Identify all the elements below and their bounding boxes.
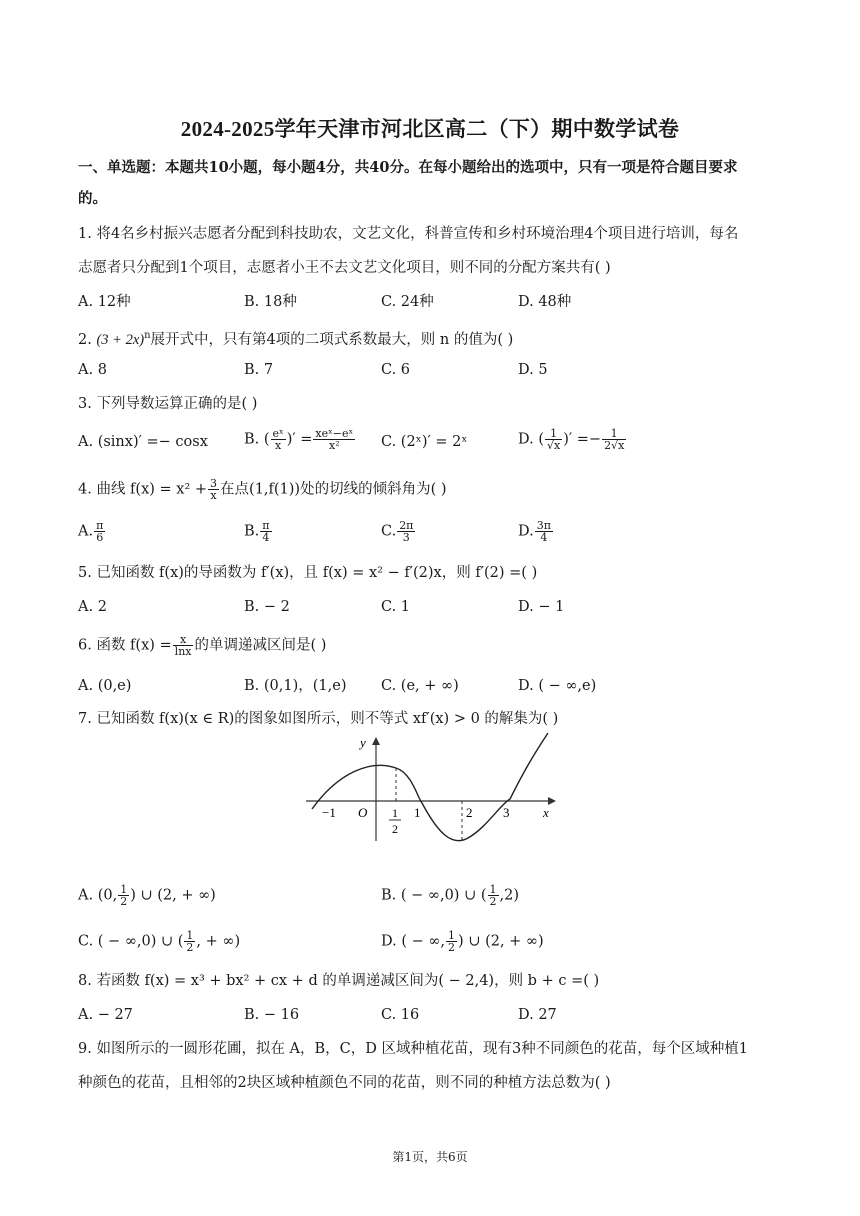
q4-frac-den: x	[210, 489, 217, 502]
q5-option-c: C. 1	[381, 599, 411, 615]
q4-a-label: A.	[78, 523, 94, 540]
q2-option-c: C. 6	[381, 362, 411, 378]
q6-stem-post: 的单调递减区间是( )	[194, 637, 327, 654]
q2-option-b: B. 7	[244, 362, 274, 378]
q1-option-d: D. 48种	[518, 294, 572, 310]
q5-option-d: D. − 1	[518, 599, 565, 615]
tick-half-num: 1	[392, 806, 398, 820]
tick-one: 1	[414, 805, 421, 820]
q4-c-num: 2π	[399, 519, 414, 532]
q7-a-post: ) ∪ (2, + ∞)	[130, 887, 216, 904]
q4-option-c	[381, 520, 416, 543]
x-label: x	[543, 805, 549, 820]
q3-d-pre: D. (	[518, 431, 544, 448]
q1-option-b: B. 18种	[244, 294, 297, 310]
q4-b-den: 4	[262, 531, 270, 544]
q4-a-num: π	[96, 519, 104, 532]
q2-number: 2.	[78, 331, 97, 348]
q8-option-c: C. 16	[381, 1007, 420, 1023]
q3-b-frac2	[313, 428, 355, 451]
q6-option-a: A. (0,e)	[78, 678, 132, 694]
q7-a-num: 1	[120, 883, 128, 896]
q6-option-b: B. (0,1)，(1,e)	[244, 678, 347, 694]
q4-option-b	[244, 520, 273, 543]
q8-option-b: B. − 16	[244, 1007, 300, 1023]
q3-d-num2: 1	[602, 428, 626, 440]
q6-option-c: C. (e, + ∞)	[381, 678, 459, 694]
q8-option-a: A. − 27	[78, 1007, 133, 1023]
q1-stem-cont: 志愿者只分配到1个项目，志愿者小王不去文艺文化项目，则不同的分配方案共有( )	[78, 260, 611, 276]
q3-d-num1: 1	[545, 428, 562, 440]
q2-option-a: A. 8	[78, 362, 107, 378]
q6-frac-den: lnx	[174, 645, 192, 658]
q7-b-num: 1	[489, 883, 497, 896]
q3-b-frac1	[271, 428, 286, 451]
q3-d-frac2	[602, 428, 626, 451]
q7-c-pre: C. ( − ∞,0) ∪ (	[78, 933, 184, 950]
q2-expression: (3 + 2x)	[96, 331, 145, 348]
q4-b-label: B.	[244, 523, 260, 540]
q7-option-a	[78, 884, 216, 907]
q4-c-den: 3	[402, 531, 410, 544]
q4-option-d	[518, 520, 554, 543]
section-heading: 一、单选题：本题共10小题，每小题4分，共40分。在每小题给出的选项中，只有一项是符合题目要求	[78, 159, 738, 176]
q8-option-d: D. 27	[518, 1007, 557, 1023]
q3-d-den1: √x	[546, 439, 561, 452]
q7-c-num: 1	[186, 929, 194, 942]
q4-frac	[208, 478, 219, 501]
function-curve	[312, 733, 548, 841]
q2-stem	[78, 326, 513, 350]
q5-option-b: B. − 2	[244, 599, 290, 615]
function-graph	[300, 733, 560, 843]
tick-half-den: 2	[392, 822, 398, 836]
q7-a-frac	[118, 884, 129, 907]
q4-stem-post: 在点(1,f(1))处的切线的倾斜角为( )	[220, 481, 447, 498]
q7-b-pre: B. ( − ∞,0) ∪ (	[381, 887, 487, 904]
x-axis-arrow	[548, 797, 556, 805]
q7-d-pre: D. ( − ∞,	[381, 933, 446, 950]
q4-d-num: 3π	[536, 519, 551, 532]
q7-option-d	[381, 930, 544, 953]
q2-exponent: n	[144, 330, 151, 341]
tick-minus-one: −1	[322, 805, 336, 820]
q7-c-post: , + ∞)	[196, 933, 241, 950]
q7-option-c	[78, 930, 240, 953]
q7-d-frac	[446, 930, 457, 953]
q3-b-den2: x²	[328, 439, 340, 452]
y-axis-arrow	[372, 737, 380, 745]
q2-option-d: D. 5	[518, 362, 548, 378]
q7-b-frac	[488, 884, 499, 907]
q3-b-pre: B. (	[244, 431, 270, 448]
q4-b-frac	[260, 520, 271, 543]
page-footer: 第1页，共6页	[392, 1150, 468, 1164]
q3-b-num2: xeˣ−eˣ	[315, 427, 354, 440]
q6-option-d: D. ( − ∞,e)	[518, 678, 597, 694]
q7-d-num: 1	[448, 929, 456, 942]
tick-two: 2	[466, 805, 473, 820]
q7-a-den: 2	[120, 895, 128, 908]
q4-b-num: π	[262, 519, 270, 532]
q6-frac	[173, 634, 194, 657]
q6-stem-pre: 6. 函数 f(x) =	[78, 637, 172, 654]
q6-stem	[78, 634, 326, 657]
q7-d-den: 2	[448, 941, 456, 954]
q6-frac-num: x	[173, 634, 194, 646]
q3-stem: 3. 下列导数运算正确的是( )	[78, 396, 258, 412]
tick-three: 3	[503, 805, 510, 820]
q7-b-post: ,2)	[499, 887, 519, 904]
q7-b-den: 2	[489, 895, 497, 908]
q3-d-mid: )′ =−	[563, 431, 602, 448]
q1-option-c: C. 24种	[381, 294, 434, 310]
q3-b-den1: x	[275, 439, 282, 452]
page-title: 2024-2025学年天津市河北区高二（下）期中数学试卷	[180, 117, 680, 141]
q9-stem-cont: 种颜色的花苗，且相邻的2块区域种植颜色不同的花苗，则不同的种植方法总数为( )	[78, 1075, 611, 1091]
q3-option-d	[518, 428, 627, 451]
q4-a-frac	[94, 520, 105, 543]
q8-stem: 8. 若函数 f(x) = x³ + bx² + cx + d 的单调递减区间为( − 2,4)，则 b + c =( )	[78, 973, 600, 989]
q5-option-a: A. 2	[78, 599, 107, 615]
q4-d-frac	[535, 520, 553, 543]
q4-a-den: 6	[96, 531, 104, 544]
q3-b-mid: )′ =	[286, 431, 313, 448]
q3-d-frac1	[545, 428, 562, 451]
q4-d-label: D.	[518, 523, 534, 540]
q7-a-pre: A. (0,	[78, 887, 118, 904]
q3-option-a: A. (sinx)′ =− cosx	[78, 434, 208, 450]
q1-stem: 1. 将4名乡村振兴志愿者分配到科技助农，文艺文化，科普宣传和乡村环境治理4个项目进行培训，每名	[78, 226, 739, 242]
q7-d-post: ) ∪ (2, + ∞)	[458, 933, 544, 950]
q4-option-a	[78, 520, 106, 543]
q7-c-frac	[184, 930, 195, 953]
q2-stem-text: 展开式中，只有第4项的二项式系数最大，则 n 的值为( )	[150, 331, 514, 348]
q3-option-b	[244, 428, 356, 451]
section-heading-cont: 的。	[78, 190, 107, 207]
q1-option-a: A. 12种	[78, 294, 131, 310]
q4-stem	[78, 478, 447, 501]
q7-stem: 7. 已知函数 f(x)(x ∈ R)的图象如图所示，则不等式 xf′(x) > 0 的解集为( )	[78, 711, 559, 727]
q4-c-frac	[397, 520, 415, 543]
origin-label: O	[358, 805, 368, 820]
q3-d-den2: 2√x	[604, 439, 625, 452]
q3-option-c: C. (2ˣ)′ = 2ˣ	[381, 434, 468, 450]
q5-stem: 5. 已知函数 f(x)的导函数为 f′(x)，且 f(x) = x² − f′(2)x，则 f′(2) =( )	[78, 565, 538, 581]
q4-frac-num: 3	[210, 477, 218, 490]
q4-stem-pre: 4. 曲线 f(x) = x² +	[78, 481, 208, 498]
q3-b-num1: eˣ	[272, 427, 284, 440]
q7-option-b	[381, 884, 519, 907]
q7-c-den: 2	[186, 941, 194, 954]
y-label: y	[360, 735, 366, 750]
q9-stem: 9. 如图所示的一圆形花圃，拟在 A，B，C，D 区域种植花苗，现有3种不同颜色的花苗，每个区域种植1	[78, 1041, 748, 1057]
q4-c-label: C.	[381, 523, 397, 540]
q4-d-den: 4	[540, 531, 548, 544]
